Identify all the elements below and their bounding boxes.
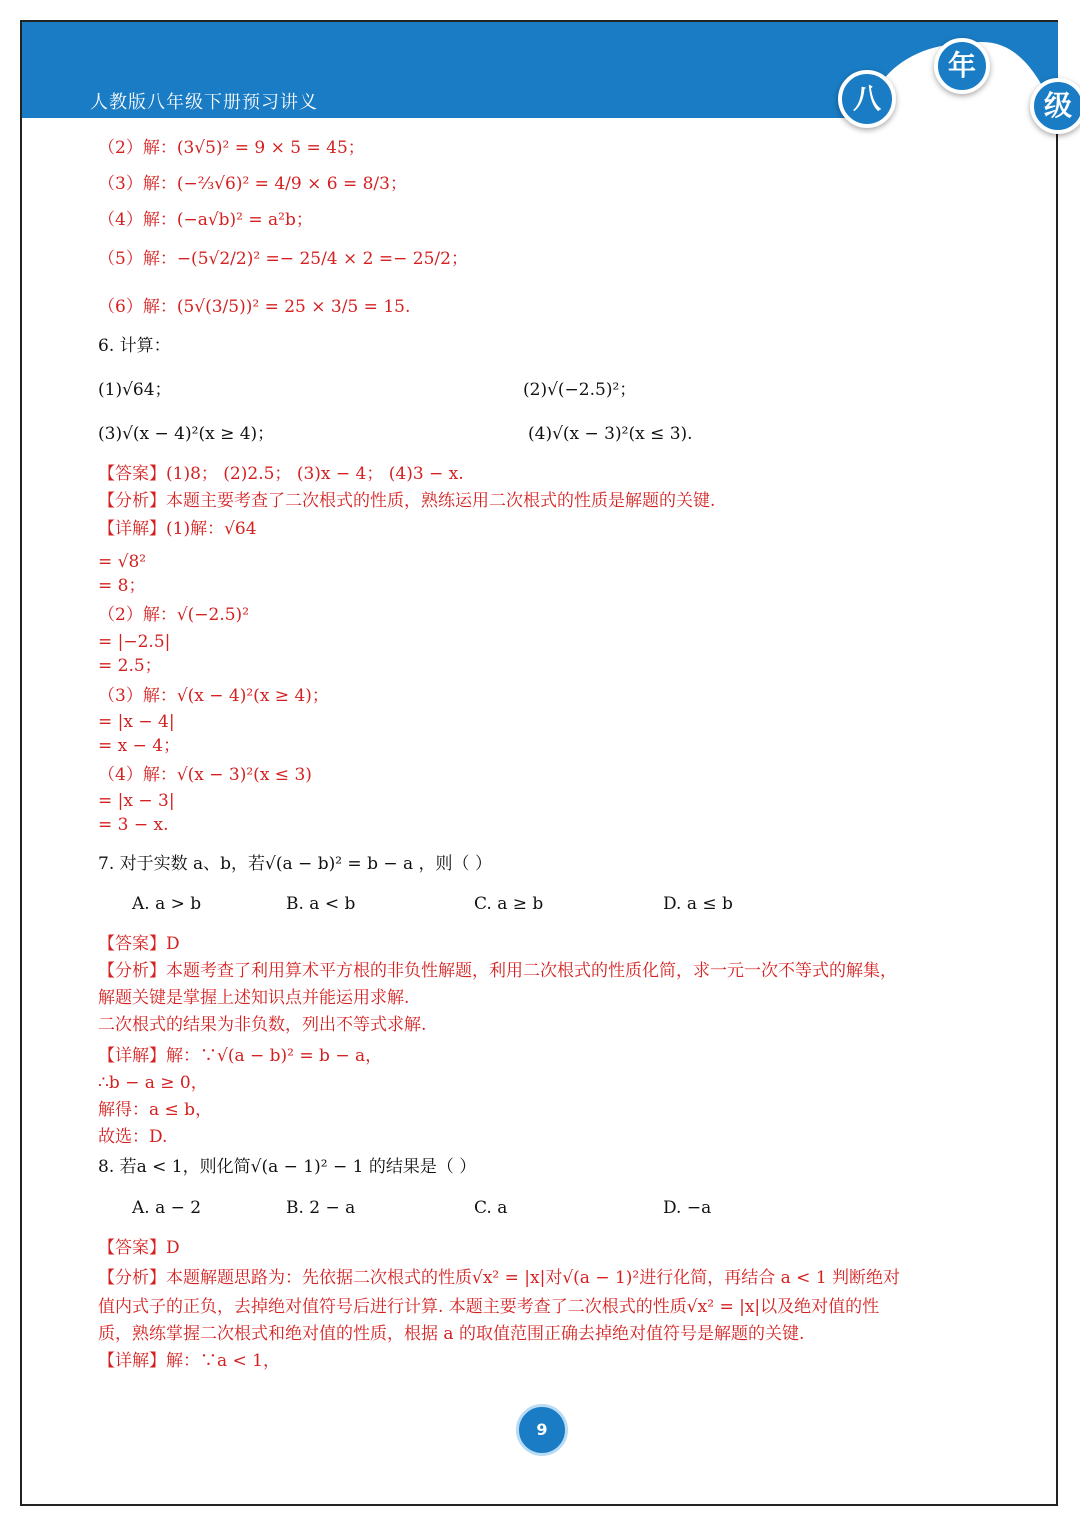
grade-badge-1: 八 bbox=[838, 70, 896, 128]
detail-line: （2）解：√(−2.5)² bbox=[98, 605, 250, 625]
grade-badge-2: 年 bbox=[934, 38, 990, 94]
detail-line: 【详解】(1)解：√64 bbox=[98, 519, 257, 539]
option-b: B. a < b bbox=[286, 894, 356, 914]
option-a: A. a − 2 bbox=[132, 1198, 202, 1218]
detail-line: 解得：a ≤ b， bbox=[98, 1100, 213, 1120]
detail-line: = |x − 3| bbox=[98, 791, 175, 811]
solution-line: （6）解：(5√(3/5))² = 25 × 3/5 = 15. bbox=[98, 297, 411, 317]
page-number: 9 bbox=[516, 1404, 568, 1456]
header-title: 人教版八年级下册预习讲义 bbox=[90, 92, 318, 113]
detail-line: （3）解：√(x − 4)²(x ≥ 4)； bbox=[98, 686, 329, 706]
detail-line: ∴b − a ≥ 0， bbox=[98, 1073, 208, 1093]
solution-line: （3）解：(−⅔√6)² = 4/9 × 6 = 8/3； bbox=[98, 174, 407, 194]
analysis-line: 值内式子的正负，去掉绝对值符号后进行计算. 本题主要考查了二次根式的性质√x² = |x|以及绝对值的性 bbox=[98, 1297, 880, 1317]
analysis-line: 【分析】本题考查了利用算术平方根的非负性解题，利用二次根式的性质化简，求一元一次不等式的解集， bbox=[98, 961, 897, 981]
answer-line: 【答案】D bbox=[98, 1238, 180, 1258]
detail-line: （4）解：√(x − 3)²(x ≤ 3) bbox=[98, 765, 312, 785]
solution-line: （2）解：(3√5)² = 9 × 5 = 45； bbox=[98, 138, 365, 158]
detail-line: = x − 4； bbox=[98, 736, 181, 756]
detail-line: = |x − 4| bbox=[98, 712, 175, 732]
answer-line: 【答案】D bbox=[98, 934, 180, 954]
option-d: D. −a bbox=[663, 1198, 712, 1218]
option-b: B. 2 − a bbox=[286, 1198, 356, 1218]
analysis-line: 二次根式的结果为非负数，列出不等式求解. bbox=[98, 1015, 427, 1035]
question-title: 7. 对于实数 a、b，若√(a − b)² = b − a ，则（ ） bbox=[98, 854, 492, 874]
option-d: D. a ≤ b bbox=[663, 894, 733, 914]
question-title: 8. 若a < 1，则化简√(a − 1)² − 1 的结果是（ ） bbox=[98, 1157, 477, 1177]
sub-question: (1)√64； bbox=[98, 380, 172, 400]
sub-question: (4)√(x − 3)²(x ≤ 3). bbox=[528, 424, 693, 444]
answer-line: 【答案】(1)8； (2)2.5； (3)x − 4； (4)3 − x. bbox=[98, 464, 464, 484]
option-c: C. a bbox=[474, 1198, 508, 1218]
option-c: C. a ≥ b bbox=[474, 894, 544, 914]
sub-question: (2)√(−2.5)²； bbox=[523, 380, 637, 400]
detail-line: = √8² bbox=[98, 552, 147, 572]
detail-line: 【详解】解：∵a < 1， bbox=[98, 1351, 281, 1371]
detail-line: = 2.5； bbox=[98, 656, 162, 676]
detail-line: = |−2.5| bbox=[98, 632, 171, 652]
analysis-line: 解题关键是掌握上述知识点并能运用求解. bbox=[98, 988, 410, 1008]
solution-line: （4）解：(−a√b)² = a²b； bbox=[98, 210, 313, 230]
detail-line: = 3 − x. bbox=[98, 815, 169, 835]
detail-line: = 8； bbox=[98, 576, 146, 596]
detail-line: 【详解】解：∵√(a − b)² = b − a， bbox=[98, 1046, 383, 1066]
grade-badge-3: 级 bbox=[1030, 78, 1080, 134]
detail-line: 故选：D. bbox=[98, 1127, 168, 1147]
question-title: 6. 计算： bbox=[98, 336, 171, 356]
analysis-line: 质，熟练掌握二次根式和绝对值的性质，根据 a 的取值范围正确去掉绝对值符号是解题的关键. bbox=[98, 1324, 805, 1344]
sub-question: (3)√(x − 4)²(x ≥ 4)； bbox=[98, 424, 275, 444]
analysis-line: 【分析】本题解题思路为：先依据二次根式的性质√x² = |x|对√(a − 1)²进行化简，再结合 a < 1 判断绝对 bbox=[98, 1268, 901, 1288]
solution-line: （5）解：−(5√2/2)² =− 25/4 × 2 =− 25/2； bbox=[98, 249, 468, 269]
analysis-line: 【分析】本题主要考查了二次根式的性质，熟练运用二次根式的性质是解题的关键. bbox=[98, 491, 716, 511]
option-a: A. a > b bbox=[132, 894, 202, 914]
